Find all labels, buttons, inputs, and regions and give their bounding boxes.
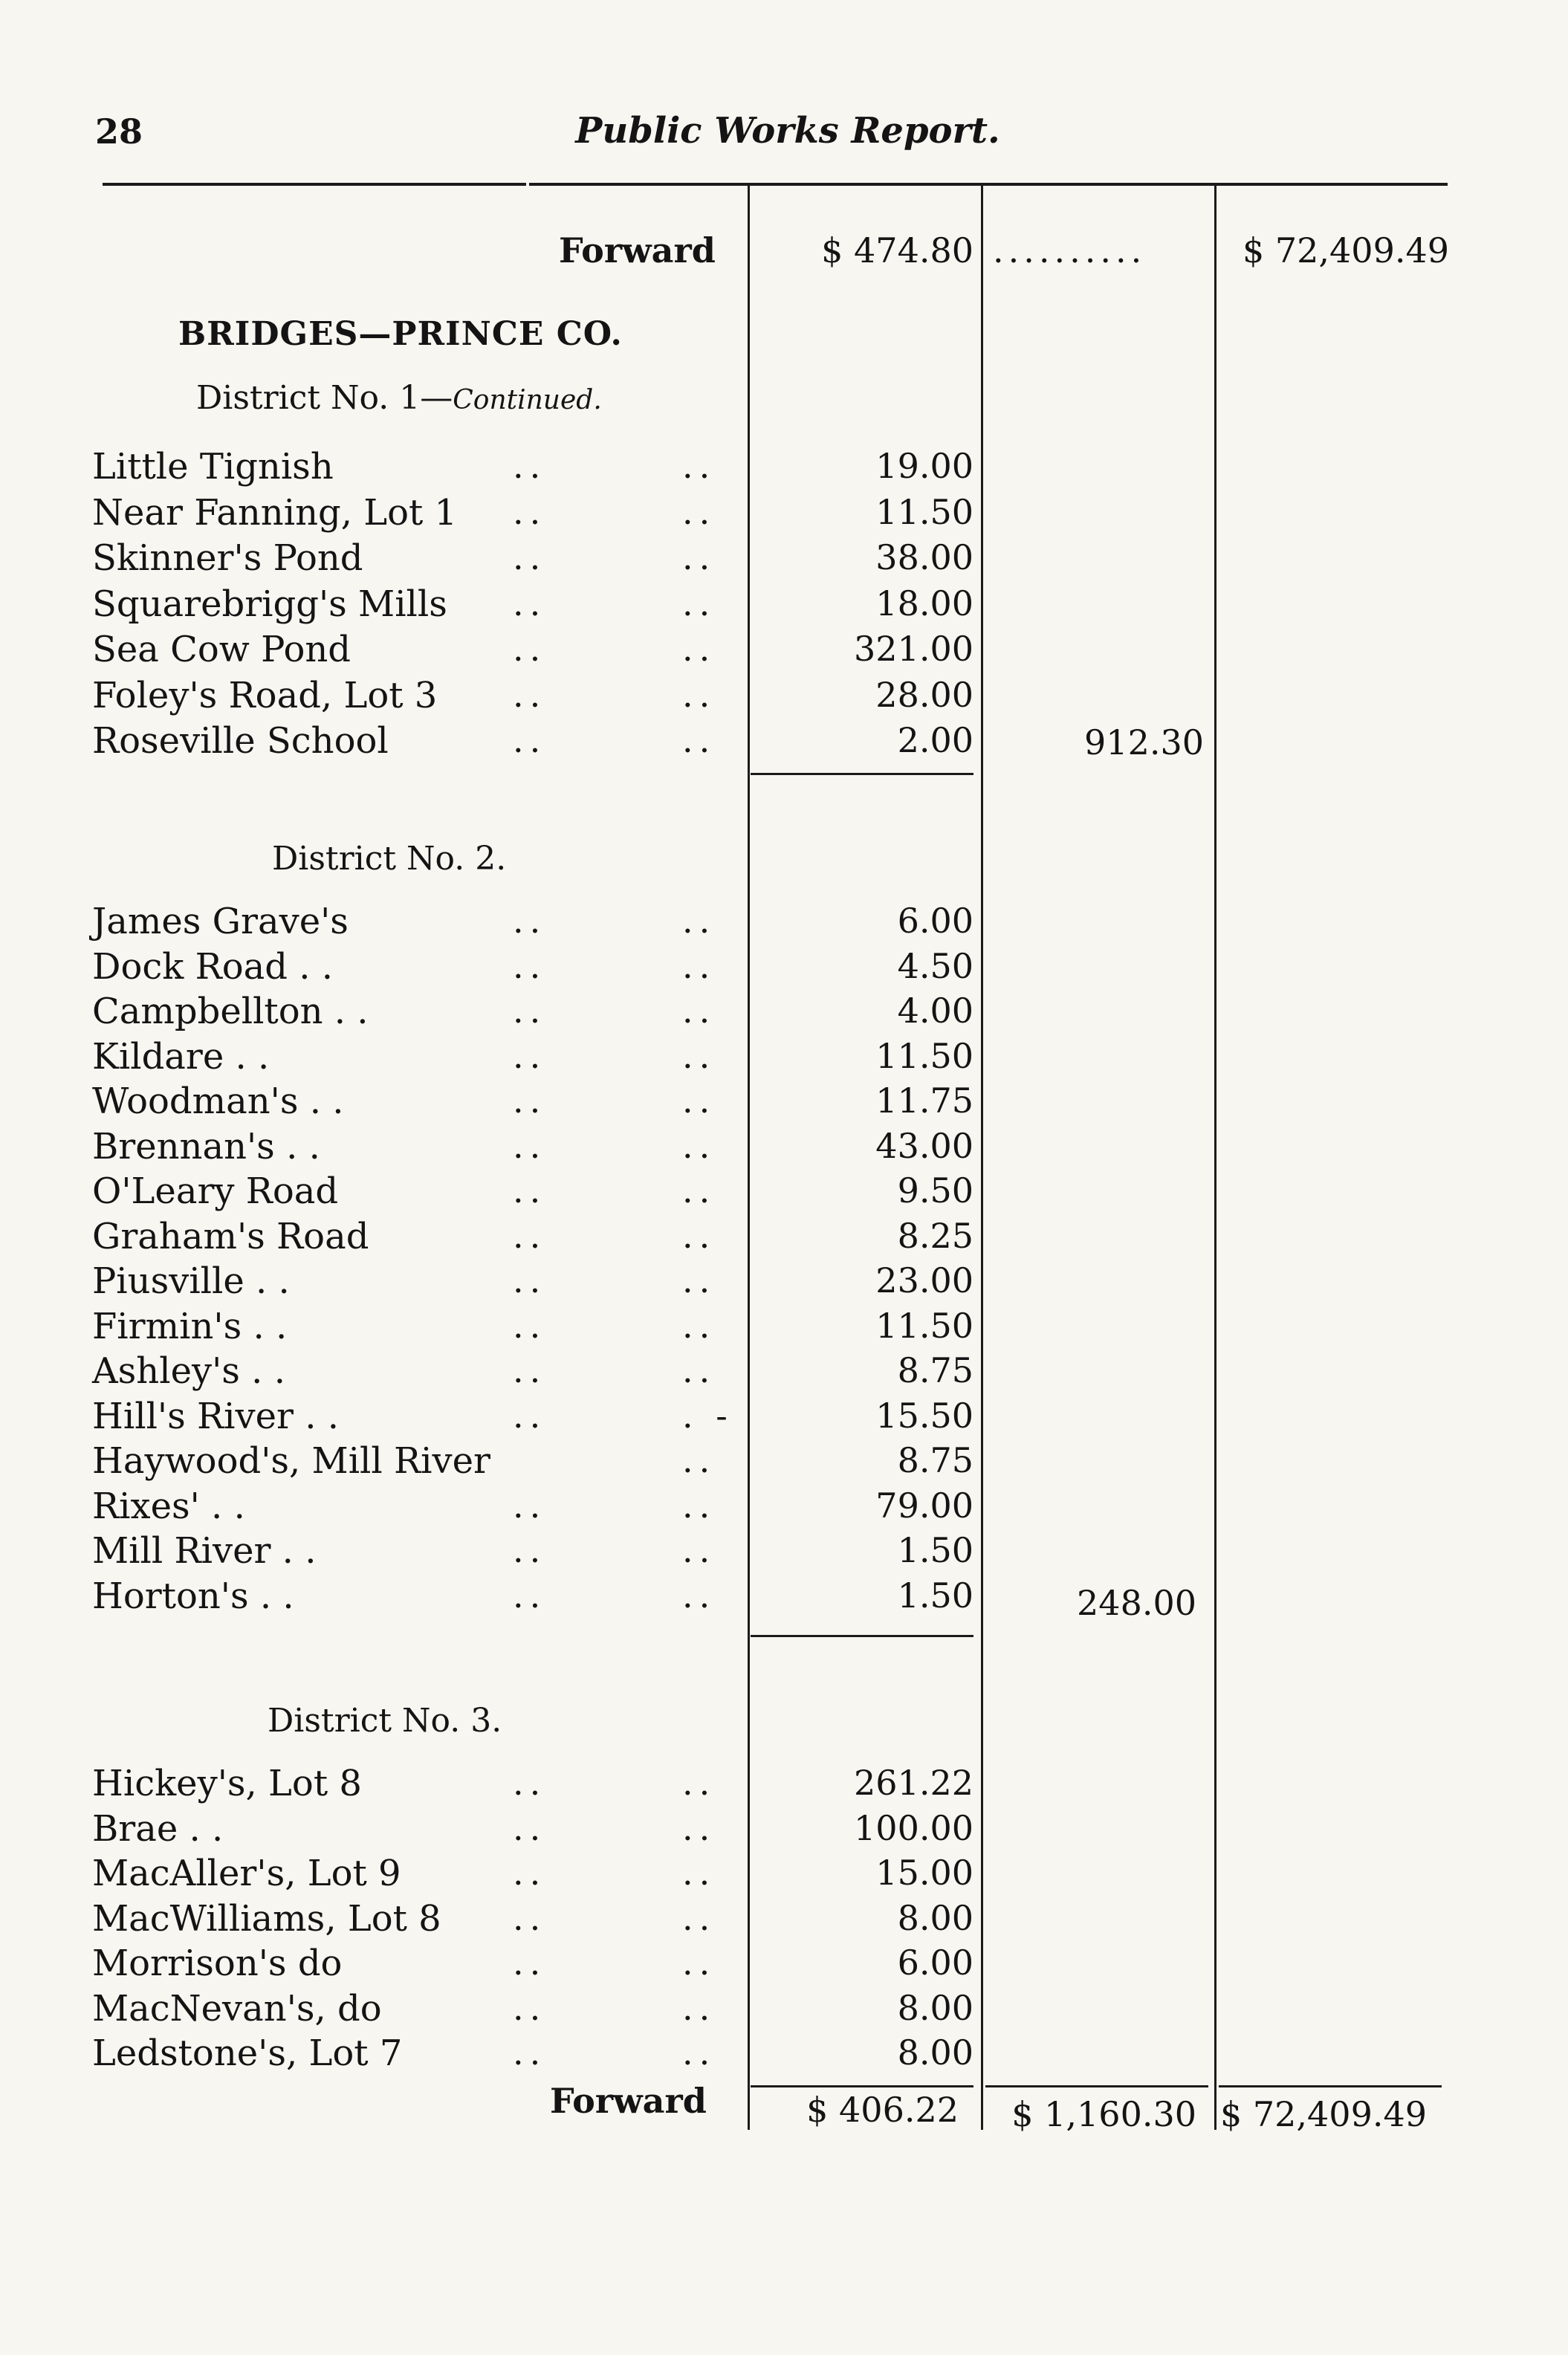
row-leader-dots: .. [682,629,716,669]
row-leader-dots: .. [682,901,716,941]
row-leader-dots: .. [513,1575,547,1616]
district-2-title: District No. 2. [272,840,507,878]
running-title: Public Works Report. [575,110,1000,152]
row-leader-dots: .. [513,1485,547,1526]
row-leader-dots: .. [682,991,716,1031]
row-leader-dots: .. [513,1853,547,1893]
row-amount: 8.00 [897,1897,973,1938]
row-amount: 8.75 [897,1350,973,1390]
row-leader-dots: .. [682,674,716,715]
ledger-row [0,1486,1568,1530]
forward-bottom-rule-1 [751,2085,973,2087]
row-leader-dots: . - [682,1395,733,1436]
row-leader-dots: .. [682,1763,716,1803]
ledger-row [0,1575,1568,1620]
row-leader-dots: .. [682,1897,716,1938]
district-1-subtotal-rule [751,773,973,775]
row-location: Kildare . . [92,1035,270,1078]
row-location: Haywood's, Mill River [92,1440,490,1482]
row-location: Brennan's . . [92,1125,320,1167]
row-amount: 11.50 [875,491,973,532]
row-location: Morrison's do [92,1943,343,1984]
forward-bottom-col3: $ 72,409.49 [1220,2094,1427,2134]
row-location: Ashley's . . [92,1350,285,1392]
row-leader-dots: .. [513,629,547,669]
row-location: Rixes' . . [92,1485,245,1527]
row-leader-dots: .. [682,446,716,486]
row-leader-dots: .. [682,1350,716,1390]
row-leader-dots: .. [513,1987,547,2028]
row-leader-dots: .. [682,491,716,532]
row-leader-dots: .. [513,674,547,715]
row-amount: 11.75 [875,1081,973,1121]
row-leader-dots: .. [682,537,716,577]
forward-bottom-rule-3 [1219,2085,1442,2087]
row-leader-dots: .. [513,1035,547,1076]
row-location: Foley's Road, Lot 3 [92,674,438,716]
ledger-row [0,946,1568,991]
ledger-row [0,1988,1568,2032]
ledger-row [0,991,1568,1035]
row-amount: 6.00 [897,1943,973,1983]
ledger-row [0,1350,1568,1395]
row-amount: 1.50 [897,1530,973,1570]
forward-top-col3: $ 72,409.49 [1243,230,1449,271]
row-leader-dots: .. [513,1395,547,1436]
forward-label-bottom: Forward [550,2081,707,2121]
row-amount: 9.50 [897,1170,973,1211]
ledger-row [0,720,1568,765]
ledger-row [0,1081,1568,1125]
row-location: Graham's Road [92,1215,369,1257]
row-leader-dots: .. [682,945,716,986]
row-location: MacAller's, Lot 9 [92,1853,401,1894]
district-2-subtotal-rule [751,1635,973,1637]
row-amount: 261.22 [854,1763,973,1803]
row-location: Little Tignish [92,446,334,487]
ledger-row [0,1898,1568,1943]
ledger-row [0,1260,1568,1305]
row-location: Brae . . [92,1807,224,1850]
section-title: BRIDGES—PRINCE CO. [178,315,623,353]
ledger-row [0,2032,1568,2077]
forward-bottom-col1: $ 406.22 [806,2090,959,2130]
header-rule-right [529,183,1448,186]
row-leader-dots: .. [513,1260,547,1300]
row-leader-dots: .. [682,1575,716,1616]
ledger-row [0,583,1568,628]
row-amount: 1.50 [897,1575,973,1616]
row-leader-dots: .. [513,1215,547,1256]
row-leader-dots: .. [682,1081,716,1121]
forward-top-leader: .......... [993,230,1147,271]
row-leader-dots: .. [513,1943,547,1983]
row-leader-dots: .. [513,720,547,760]
district-1-title [196,379,602,417]
row-location: Piusville . . [92,1260,290,1302]
ledger-row [0,1530,1568,1575]
row-amount: 321.00 [854,629,973,669]
row-leader-dots: .. [682,2032,716,2073]
row-leader-dots: .. [682,1485,716,1526]
row-leader-dots: .. [513,491,547,532]
row-leader-dots: .. [513,1763,547,1803]
ledger-row [0,901,1568,945]
row-amount: 15.00 [875,1853,973,1893]
row-leader-dots: .. [682,1125,716,1166]
ledger-row [0,1853,1568,1897]
ledger-row [0,1396,1568,1440]
row-leader-dots: .. [513,991,547,1031]
forward-bottom-rule-2 [985,2085,1208,2087]
row-amount: 8.00 [897,1987,973,2028]
ledger-row [0,1036,1568,1081]
row-location: Hill's River . . [92,1395,339,1437]
ledger-row [0,537,1568,582]
row-amount: 19.00 [875,446,973,486]
row-leader-dots: .. [513,1807,547,1848]
row-amount: 38.00 [875,537,973,577]
ledger-row [0,629,1568,673]
row-amount: 2.00 [897,720,973,760]
row-amount: 18.00 [875,583,973,623]
row-leader-dots: .. [682,1260,716,1300]
district-1-title-continued: Continued. [453,385,602,415]
row-leader-dots: .. [682,1440,716,1480]
row-leader-dots: .. [682,1305,716,1346]
row-location: Hickey's, Lot 8 [92,1763,362,1804]
row-leader-dots: .. [682,1987,716,2028]
district-1-title-text: District No. 1— [196,379,453,417]
row-amount: 8.25 [897,1215,973,1256]
row-amount: 8.75 [897,1440,973,1480]
row-leader-dots: .. [513,945,547,986]
row-location: Ledstone's, Lot 7 [92,2032,403,2074]
district-3-title: District No. 3. [268,1702,502,1740]
forward-label-top: Forward [559,230,716,271]
row-amount: 79.00 [875,1485,973,1526]
row-leader-dots: .. [513,1530,547,1570]
row-leader-dots: .. [513,1125,547,1166]
row-location: Woodman's . . [92,1081,344,1122]
district-1-subtotal: 912.30 [1084,722,1204,762]
row-amount: 100.00 [854,1807,973,1848]
ledger-row [0,1306,1568,1350]
row-leader-dots: .. [513,1350,547,1390]
row-location: Sea Cow Pond [92,629,351,670]
row-location: Horton's . . [92,1575,294,1617]
row-location: Mill River . . [92,1530,317,1572]
row-location: Campbellton . . [92,991,369,1032]
forward-bottom-col2: $ 1,160.30 [1011,2094,1196,2134]
district-2-subtotal: 248.00 [1077,1583,1196,1623]
row-leader-dots: .. [682,1170,716,1211]
row-leader-dots: .. [513,2032,547,2073]
row-amount: 15.50 [875,1395,973,1436]
row-location: James Grave's [92,901,349,942]
row-leader-dots: .. [513,1170,547,1211]
ledger-row [0,1943,1568,1987]
row-leader-dots: .. [513,1081,547,1121]
row-amount: 23.00 [875,1260,973,1300]
row-leader-dots: .. [682,720,716,760]
row-location: Near Fanning, Lot 1 [92,491,458,534]
row-leader-dots: .. [682,583,716,623]
row-leader-dots: .. [682,1853,716,1893]
row-leader-dots: .. [513,537,547,577]
ledger-row [0,1440,1568,1485]
row-amount: 28.00 [875,674,973,715]
page-number: 28 [95,111,143,152]
row-leader-dots: .. [513,1305,547,1346]
forward-top-col1: $ 474.80 [821,230,973,271]
row-leader-dots: .. [513,583,547,623]
row-amount: 4.50 [897,945,973,986]
row-leader-dots: .. [682,1035,716,1076]
row-location: Skinner's Pond [92,537,363,579]
header-rule-left [103,183,526,186]
row-leader-dots: .. [513,901,547,941]
row-amount: 11.50 [875,1305,973,1346]
row-location: O'Leary Road [92,1170,339,1212]
ledger-row [0,492,1568,537]
row-leader-dots: .. [513,1897,547,1938]
row-location: MacNevan's, do [92,1987,382,2030]
row-leader-dots: .. [682,1807,716,1848]
row-amount: 6.00 [897,901,973,941]
row-location: Squarebrigg's Mills [92,583,447,625]
ledger-row [0,1126,1568,1170]
ledger-row [0,1808,1568,1853]
row-amount: 43.00 [875,1125,973,1166]
row-amount: 4.00 [897,991,973,1031]
row-amount: 11.50 [875,1035,973,1076]
ledger-row [0,1763,1568,1807]
row-leader-dots: .. [682,1943,716,1983]
ledger-row [0,446,1568,490]
ledger-row [0,675,1568,719]
ledger-row [0,1216,1568,1260]
row-leader-dots: .. [513,446,547,486]
row-amount: 8.00 [897,2032,973,2073]
ledger-row [0,1170,1568,1215]
row-leader-dots: .. [682,1530,716,1570]
row-location: MacWilliams, Lot 8 [92,1897,441,1940]
row-location: Firmin's . . [92,1305,288,1347]
row-location: Dock Road . . [92,945,334,988]
row-location: Roseville School [92,720,389,762]
row-leader-dots: .. [682,1215,716,1256]
